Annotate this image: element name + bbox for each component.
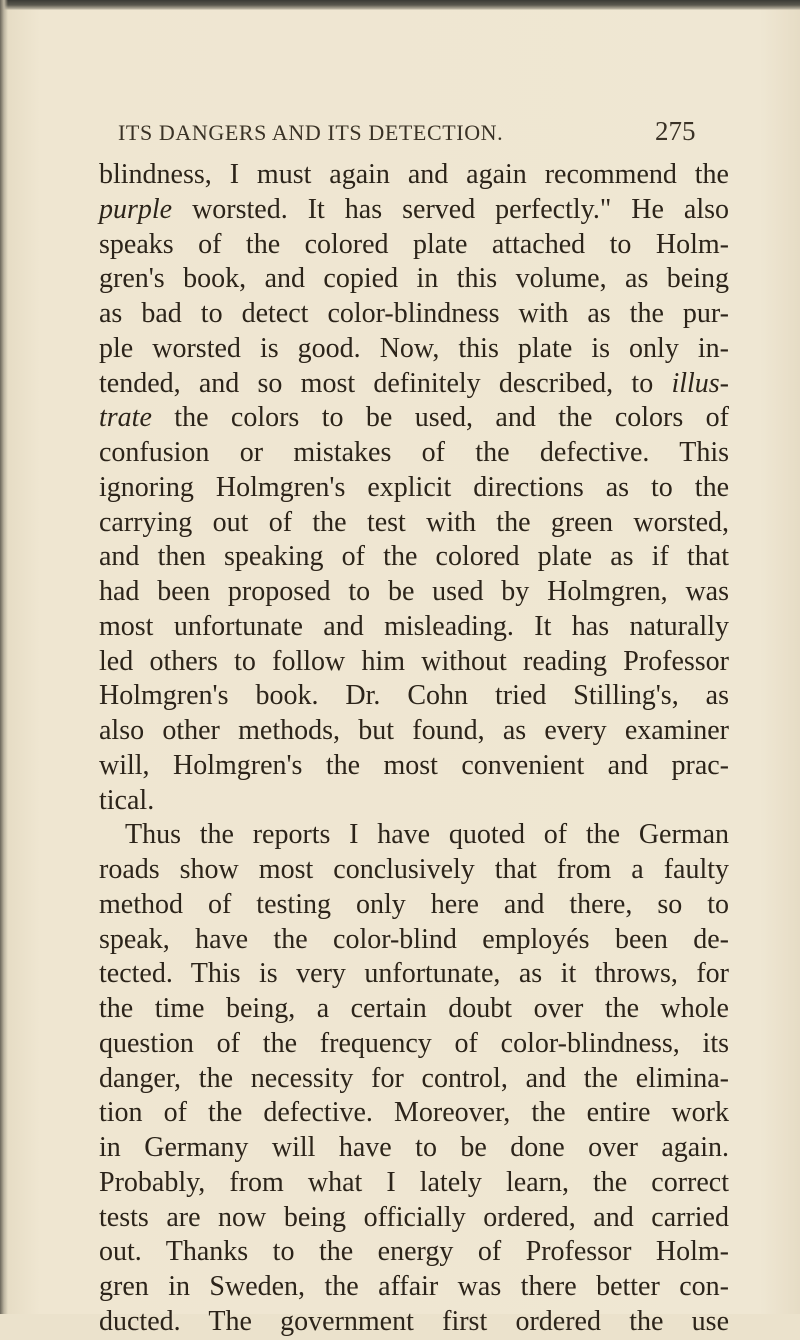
text-line: had been proposed to be used by Holmgren, was (99, 576, 729, 607)
text-line: question of the frequency of color-blindness, its (99, 1027, 729, 1059)
text-line: tion of the defective. Moreover, the entire work (99, 1097, 729, 1129)
text-line: speaks of the colored plate attached to Holm- (99, 228, 729, 260)
text-run: the colors to be used, and the colors of (151, 402, 729, 434)
body-text (99, 158, 729, 1340)
text-line: tests are now being officially ordered, and carried (99, 1201, 729, 1233)
running-head-title: ITS DANGERS AND ITS DETECTION. (118, 120, 504, 145)
text-run: worsted. It has served perfectly." He also (172, 193, 729, 225)
text-line (99, 401, 729, 436)
italic-word: trate (99, 402, 152, 434)
text-line: will, Holmgren's the most convenient and prac- (99, 749, 729, 781)
text-line: and then speaking of the colored plate as if that (99, 541, 729, 573)
text-line: as bad to detect color-blindness with as the pur- (99, 298, 729, 329)
text-line: carrying out of the test with the green worsted, (99, 506, 729, 538)
text-line: tected. This is very unfortunate, as it throws, for (99, 958, 729, 990)
text-line: led others to follow him without reading Professor (99, 645, 729, 677)
text-line: method of testing only here and there, so to (99, 888, 729, 920)
text-line: Thus the reports I have quoted of the German (125, 819, 729, 851)
text-line: confusion or mistakes of the defective. This (99, 437, 729, 468)
text-line: ple worsted is good. Now, this plate is only in- (99, 332, 729, 364)
text-line: blindness, I must again and again recommend the (99, 159, 729, 190)
text-line: tical. (99, 784, 155, 816)
text-line: roads show most conclusively that from a faulty (99, 854, 729, 885)
page-number: 275 (655, 116, 696, 146)
text-line: Probably, from what I lately learn, the correct (99, 1166, 729, 1198)
text-line: gren in Sweden, the affair was there better con- (99, 1271, 729, 1302)
page-top-edge (0, 0, 800, 10)
text-line: also other methods, but found, as every examiner (99, 715, 729, 746)
text-line: ignoring Holmgren's explicit directions as to the (99, 471, 729, 503)
text-line: speak, have the color-blind employés been de- (99, 923, 729, 955)
italic-word: purple (99, 193, 173, 225)
text-line: Holmgren's book. Dr. Cohn tried Stilling's, as (99, 680, 729, 712)
text-line: out. Thanks to the energy of Professor Holm- (99, 1236, 729, 1268)
italic-word: illus- (671, 367, 729, 399)
running-head (100, 116, 720, 152)
text-line: gren's book, and copied in this volume, as being (99, 263, 729, 295)
text-line: ducted. The government first ordered the use (99, 1305, 729, 1337)
page-gutter-edge (0, 0, 8, 1314)
text-line (99, 193, 729, 228)
text-line: danger, the necessity for control, and the elimina- (99, 1062, 729, 1094)
text-line: the time being, a certain doubt over the whole (99, 993, 729, 1024)
text-line (99, 367, 729, 402)
text-run: tended, and so most definitely described, to (99, 367, 672, 399)
text-line: most unfortunate and misleading. It has naturally (99, 610, 729, 642)
text-line: in Germany will have to be done over again. (99, 1132, 729, 1163)
